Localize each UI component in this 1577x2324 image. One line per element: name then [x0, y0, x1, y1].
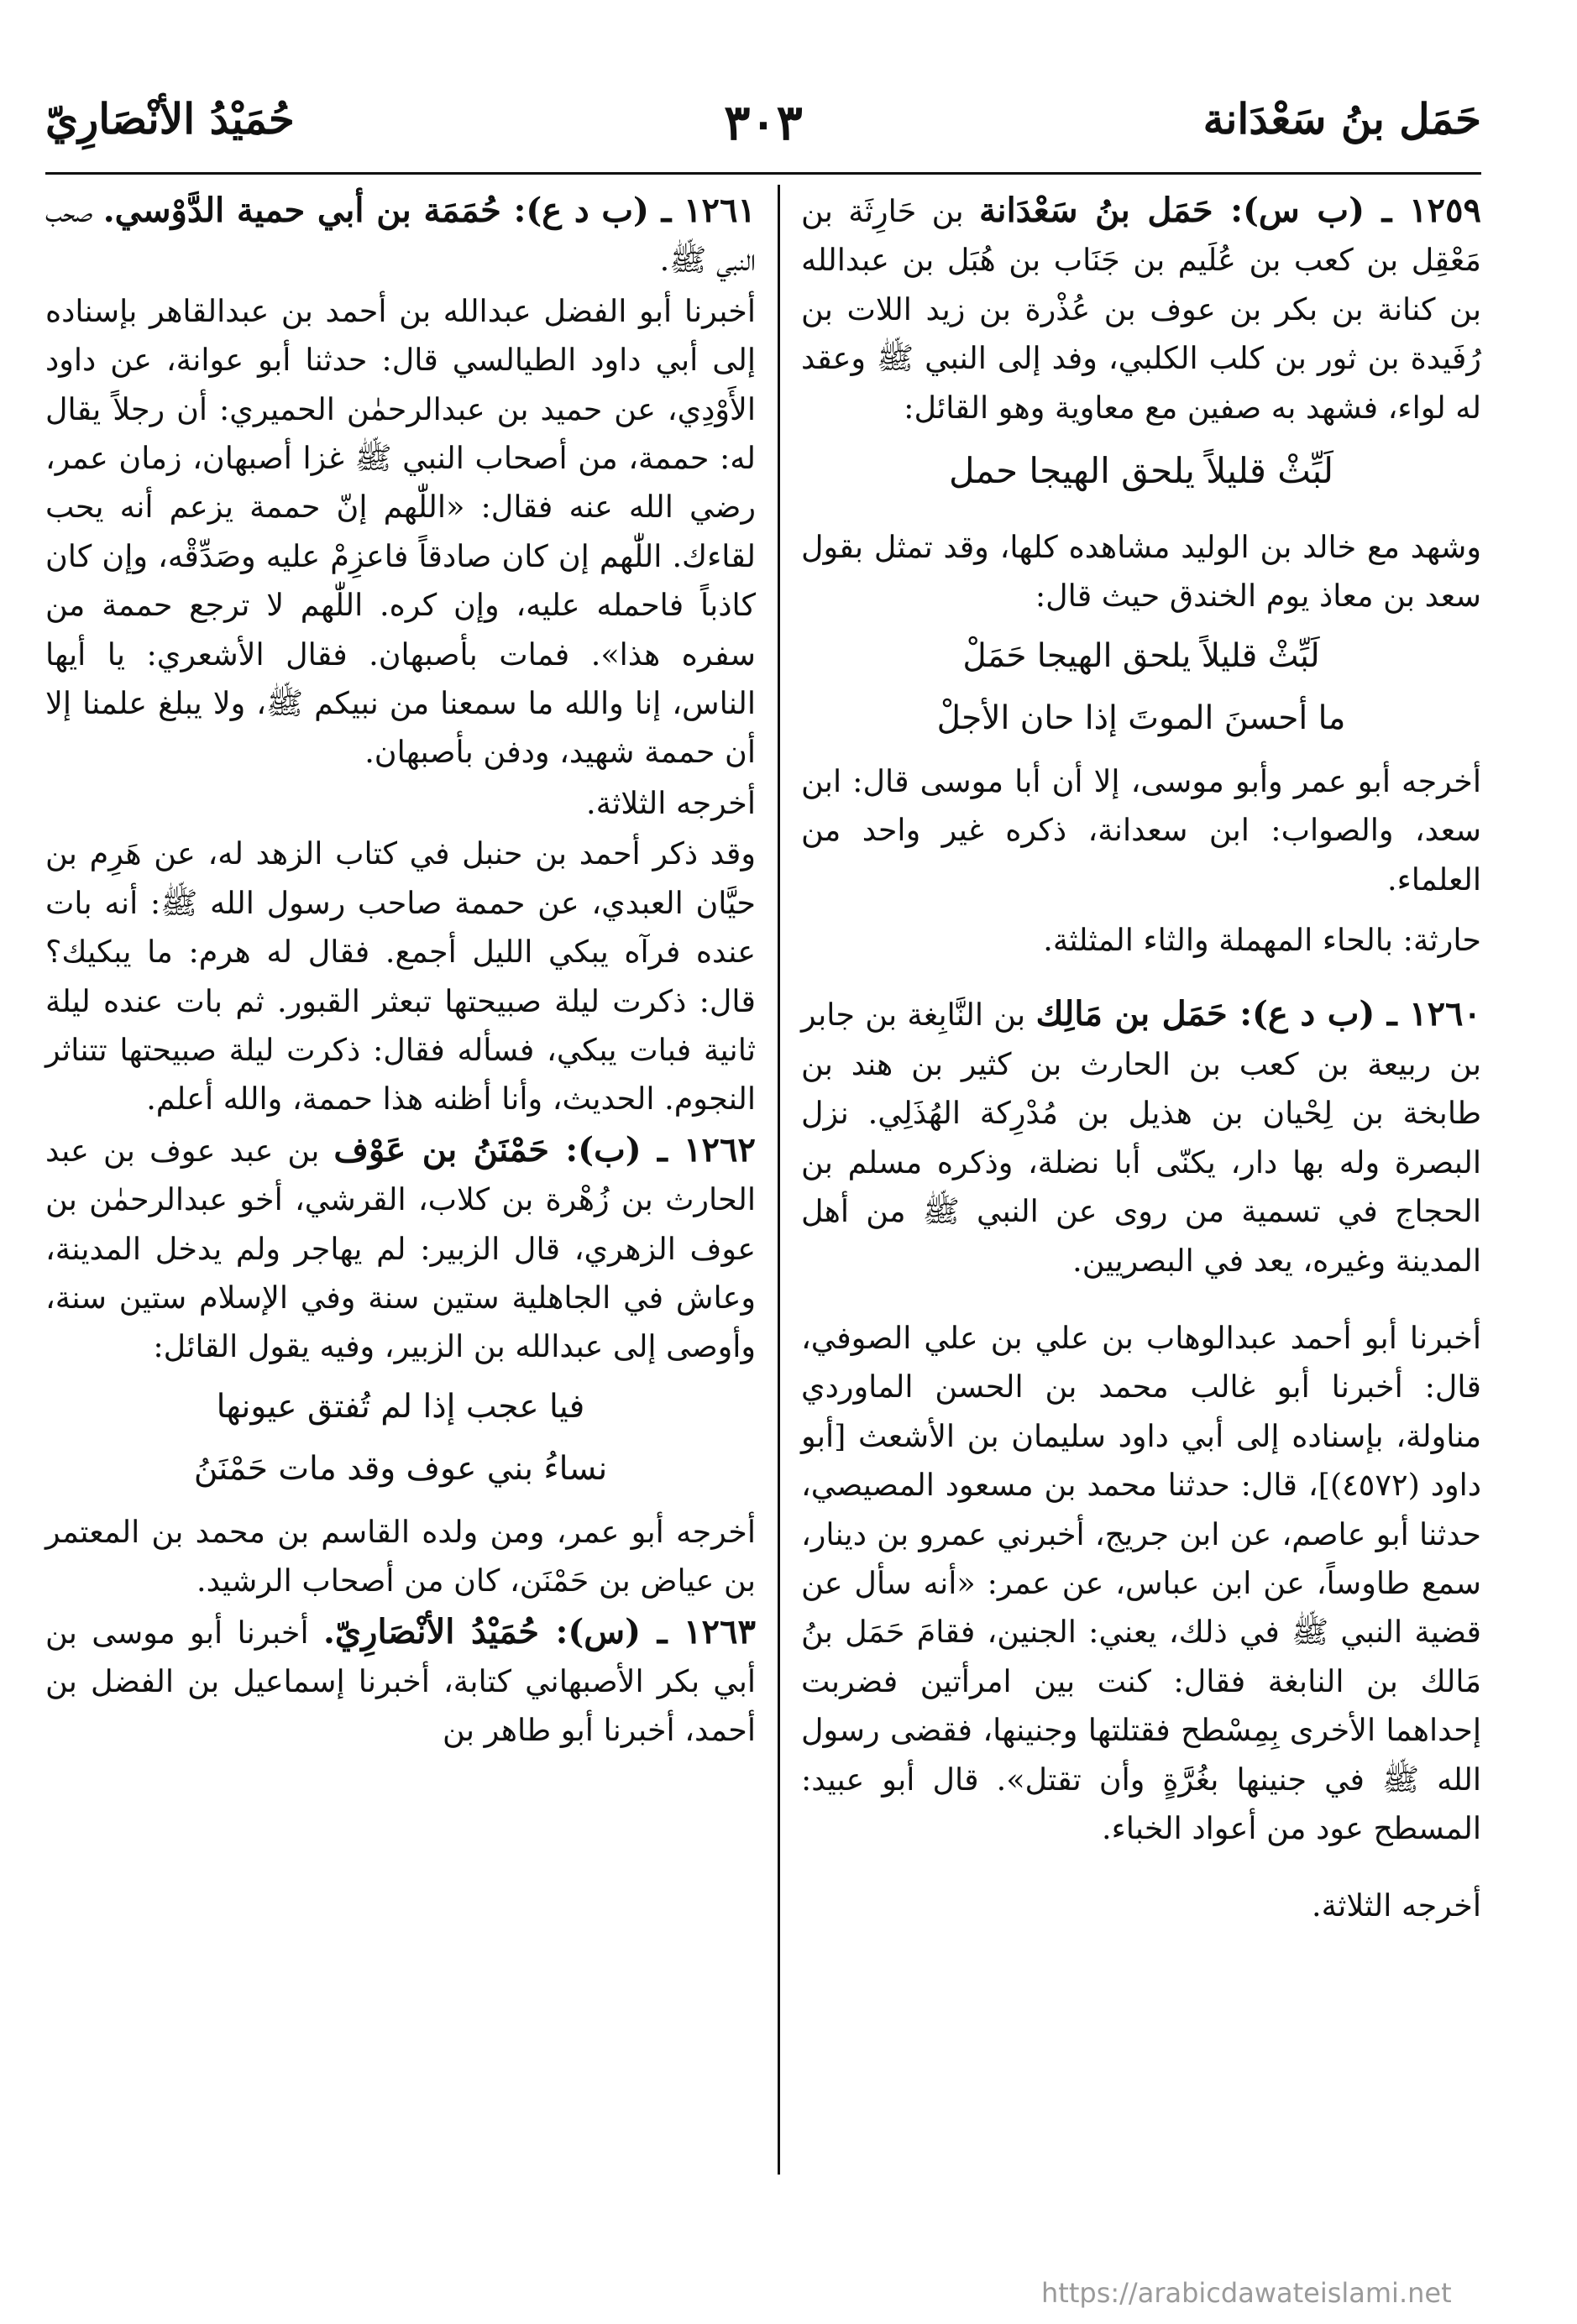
- left-column: [45, 186, 756, 1757]
- poem-verse: لَبِّثْ قليلاً يلحق الهيجا حَمَلْ: [962, 636, 1320, 675]
- entry-paragraph: [45, 186, 756, 285]
- running-title-right: حَمَل بنُ سَعْدَانة: [1202, 94, 1481, 144]
- entry-body: أخبرنا أبو موسى بن أبي بكر الأصبهاني كتابة، أخبرنا إسماعيل بن الفضل بن أحمد، أخبرنا أبو طاهر بن: [45, 1614, 756, 1749]
- entry-heading: ١٢٦٢ ـ (ب): حَمْنَنُ بن عَوْف: [333, 1129, 756, 1170]
- entry-1263: [45, 1608, 756, 1756]
- paragraph: أخبرنا أبو الفضل عبدالله بن أحمد بن عبدالقاهر بإسناده إلى أبي داود الطيالسي قال: حدثنا أبو عوانة، عن داود الأَوْدِي، عن حميد بن عبدالرحمٰن الحميري: أن رجلاً يقال له: حممة، من أصحاب النبي ﷺ غزا أصبهان، زمان عمر، رضي الله عنه فقال: «اللّٰهم إنّ حممة يزعم أنه يحب لقاءك. اللّٰهم إن كان صادقاً فاعزِمْ عليه وصَدِّقْه، وإن كان كاذباً فاحمله عليه، وإن كره. اللّٰهم لا ترجع حممة من سفره هذا». فمات بأصبهان. فقال الأشعري: يا أيها الناس، إنا والله ما سمعنا من نبيكم ﷺ، ولا يبلغ علمنا إلا أن حممة شهيد، ودفن بأصبهان.: [45, 292, 756, 771]
- entry-heading: ١٢٦٣ ـ (س): حُمَيْدُ الأنْصَارِيّ.: [322, 1611, 756, 1651]
- poem-verse: فيا عجب إذا لم تُفتق عيونها: [216, 1387, 585, 1426]
- entry-1260: [801, 990, 1481, 1930]
- paragraph: أخرجه أبو عمر، ومن ولده القاسم بن محمد بن المعتمر بن عياض بن حَمْنَن، كان من أصحاب الرشيد.: [45, 1513, 756, 1599]
- entry-heading: ١٢٥٩ ـ (ب س): حَمَل بنُ سَعْدَانة: [978, 191, 1481, 230]
- paragraph: أخبرنا أبو أحمد عبدالوهاب بن علي بن علي الصوفي، قال: أخبرنا أبو غالب محمد بن الحسن الماوردي مناولة، بإسناده إلى أبي داود سليمان بن الأشعث [أبو داود (٤٥٧٢)]، قال: حدثنا محمد بن مسعود المصيصي، حدثنا أبو عاصم، عن ابن جريج، أخبرني عمرو بن دينار، سمع طاوساً، عن ابن عباس، عن عمر: «أنه سأل عن قضية النبي ﷺ في ذلك، يعني: الجنين، فقامَ حَمَل بنُ مَالك بن النابغة فقال: كنت بين امرأتين فضربت إحداهما الأخرى بِمِسْطح فقتلتها وجنينها، فقضى رسول الله ﷺ في جنينها بغُرَّةٍ وأن تقتل». قال أبو عبيد: المسطح عود من أعواد الخباء.: [801, 1319, 1482, 1846]
- entry-paragraph: [45, 1126, 756, 1372]
- column-divider: [778, 185, 780, 2175]
- entry-body: بن النَّابِغة بن جابر بن ربيعة بن كعب بن الحارث بن كثير بن هند بن طابخة بن لِحْيان بن هذيل بن مُدْرِكة الهُذَلِي. نزل البصرة وله بها دار، يكنّى أبا نضلة، وذكره مسلم بن الحجاج في تسمية من روى عن النبي ﷺ من أهل المدينة وغيره، يعد في البصريين.: [801, 997, 1481, 1279]
- entry-body: صحب النبي ﷺ.: [45, 193, 756, 279]
- watermark-url: https://arabicdawateislami.net: [1041, 2277, 1452, 2309]
- running-title-left: حُمَيْدُ الأنْصَارِيّ: [45, 94, 295, 144]
- entry-heading: ١٢٦٠ ـ (ب د ع): حَمَل بن مَالِك: [1035, 994, 1482, 1034]
- poem-verse: لَبِّثْ قليلاً يلحق الهيجا حمل: [948, 450, 1334, 492]
- entry-1261: [45, 186, 756, 1124]
- page-number: ٣٠٣: [724, 94, 803, 151]
- entry-paragraph: [45, 1608, 756, 1756]
- paragraph: حارثة: بالحاء المهملة والثاء المثلثة.: [1043, 922, 1481, 959]
- paragraph: أخرجه أبو عمر وأبو موسى، إلا أن أبا موسى قال: ابن سعد، والصواب: ابن سعدانة، ذكره غير واحد من العلماء.: [801, 762, 1481, 898]
- paragraph: أخرجه الثلاثة.: [586, 784, 756, 821]
- poem-verse: ما أحسنَ الموتَ إذا حان الأجلْ: [936, 699, 1346, 737]
- poem-verse: نساءُ بني عوف وقد مات حَمْنَنُ: [193, 1449, 608, 1488]
- entry-heading: ١٢٦١ ـ (ب د ع): حُمَمَة بن أبي حمية الدَّوْسي.: [102, 191, 756, 230]
- entry-body: بن حَارِثَة بن مَعْقِل بن كعب بن عُلَيم بن جَنَاب بن هُبَل بن عبدالله بن كنانة بن بكر بن عوف بن عُذْرة بن زيد اللات بن رُفَيدة بن ثور بن كلب الكلبي، وفد إلى النبي ﷺ وعقد له لواء، فشهد به صفين مع معاوية وهو القائل:: [801, 193, 1481, 426]
- paragraph: أخرجه الثلاثة.: [1312, 1887, 1481, 1924]
- entry-paragraph: [801, 186, 1481, 432]
- page-header: [45, 94, 1481, 161]
- header-rule: [45, 172, 1481, 175]
- entry-body: بن عبد عوف بن عبد الحارث بن زُهْرة بن كلاب، القرشي، أخو عبدالرحمٰن بن عوف الزهري، قال الزبير: لم يهاجر ولم يدخل المدينة، وعاش في الجاهلية ستين سنة وفي الإسلام ستين سنة، وأوصى إلى عبدالله بن الزبير، وفيه يقول القائل:: [45, 1132, 756, 1365]
- paragraph: وشهد مع خالد بن الوليد مشاهده كلها، وقد تمثل بقول سعد بن معاذ يوم الخندق حيث قال:: [801, 529, 1481, 615]
- right-column: [801, 186, 1481, 1943]
- entry-1259: [801, 186, 1481, 965]
- paragraph: وقد ذكر أحمد بن حنبل في كتاب الزهد له، عن هَرِم بن حيَّان العبدي، عن حممة صاحب رسول الله ﷺ: أنه بات عنده فرآه يبكي الليل أجمع. فقال له هرم: ما يبكيك؟ قال: ذكرت ليلة صبيحتها تبعثر القبور. ثم بات عنده ليلة ثانية فبات يبكي، فسأله فقال: ذكرت ليلة صبيحتها تتناثر النجوم. الحديث، وأنا أظنه هذا حممة، والله أعلم.: [45, 835, 756, 1118]
- entry-paragraph: [801, 990, 1481, 1285]
- entry-1262: [45, 1126, 756, 1606]
